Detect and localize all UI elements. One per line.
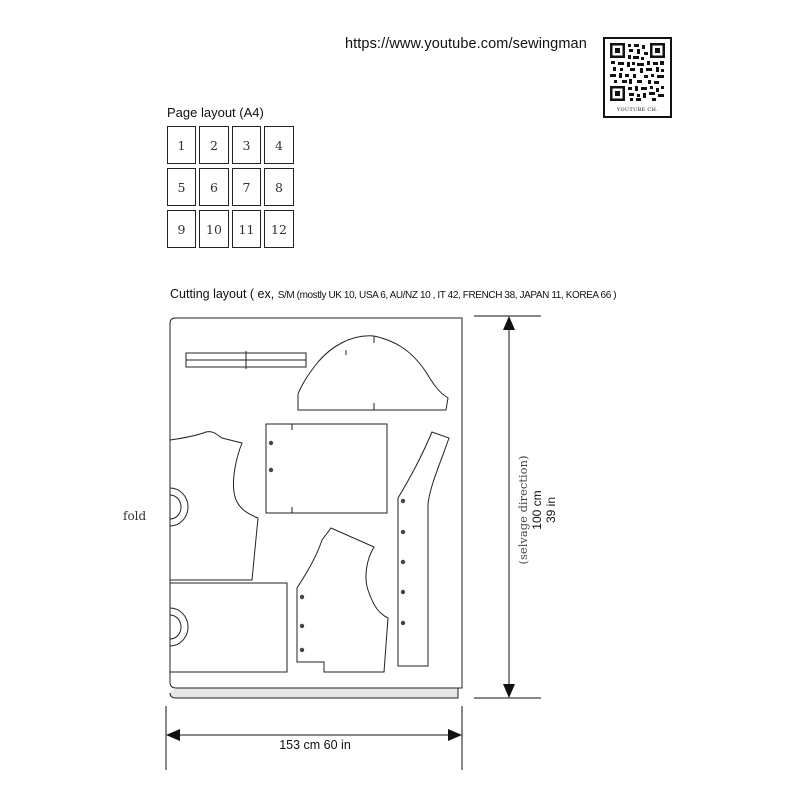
youtube-url[interactable]: https://www.youtube.com/sewingman bbox=[345, 36, 587, 52]
page-cell: 9 bbox=[167, 210, 196, 248]
page-layout-title: Page layout (A4) bbox=[167, 105, 264, 120]
page-cell: 10 bbox=[199, 210, 229, 248]
placket-piece bbox=[398, 432, 449, 666]
selvage-strip bbox=[170, 688, 458, 698]
page-cell: 8 bbox=[264, 168, 294, 206]
selvage-direction-label: (selvage direction) bbox=[516, 455, 530, 565]
page-cell: 1 bbox=[167, 126, 196, 164]
page-cell: 4 bbox=[264, 126, 294, 164]
height-in-label: 39 in bbox=[544, 496, 558, 524]
armhole-circle bbox=[170, 488, 188, 526]
page-cell: 5 bbox=[167, 168, 196, 206]
cutting-layout-size-detail: S/M (mostly UK 10, USA 6, AU/NZ 10 , IT 42, FRENCH 38, JAPAN 11, KOREA 66 ) bbox=[277, 290, 617, 301]
page-cell: 7 bbox=[232, 168, 261, 206]
page-cell: 11 bbox=[232, 210, 261, 248]
fabric-outline bbox=[170, 318, 462, 688]
width-dimension-label: 153 cm 60 in bbox=[250, 738, 380, 752]
front-bodice-piece bbox=[297, 528, 388, 672]
back-bodice-piece bbox=[170, 432, 258, 580]
cutting-layout-title-main: Cutting layout ( ex, bbox=[170, 287, 278, 301]
qr-caption: YOUTUBE CH. bbox=[616, 107, 659, 113]
page-cell: 6 bbox=[199, 168, 229, 206]
sleeve-piece bbox=[298, 336, 448, 410]
height-dimension-label bbox=[507, 450, 567, 570]
page-cell: 12 bbox=[264, 210, 294, 248]
page-cell: 3 bbox=[232, 126, 261, 164]
page-cell: 2 bbox=[199, 126, 229, 164]
armhole-circle bbox=[170, 608, 188, 646]
pocket-piece bbox=[266, 424, 387, 513]
fold-label: fold bbox=[123, 509, 147, 523]
height-cm-label: 100 cm bbox=[530, 490, 544, 530]
